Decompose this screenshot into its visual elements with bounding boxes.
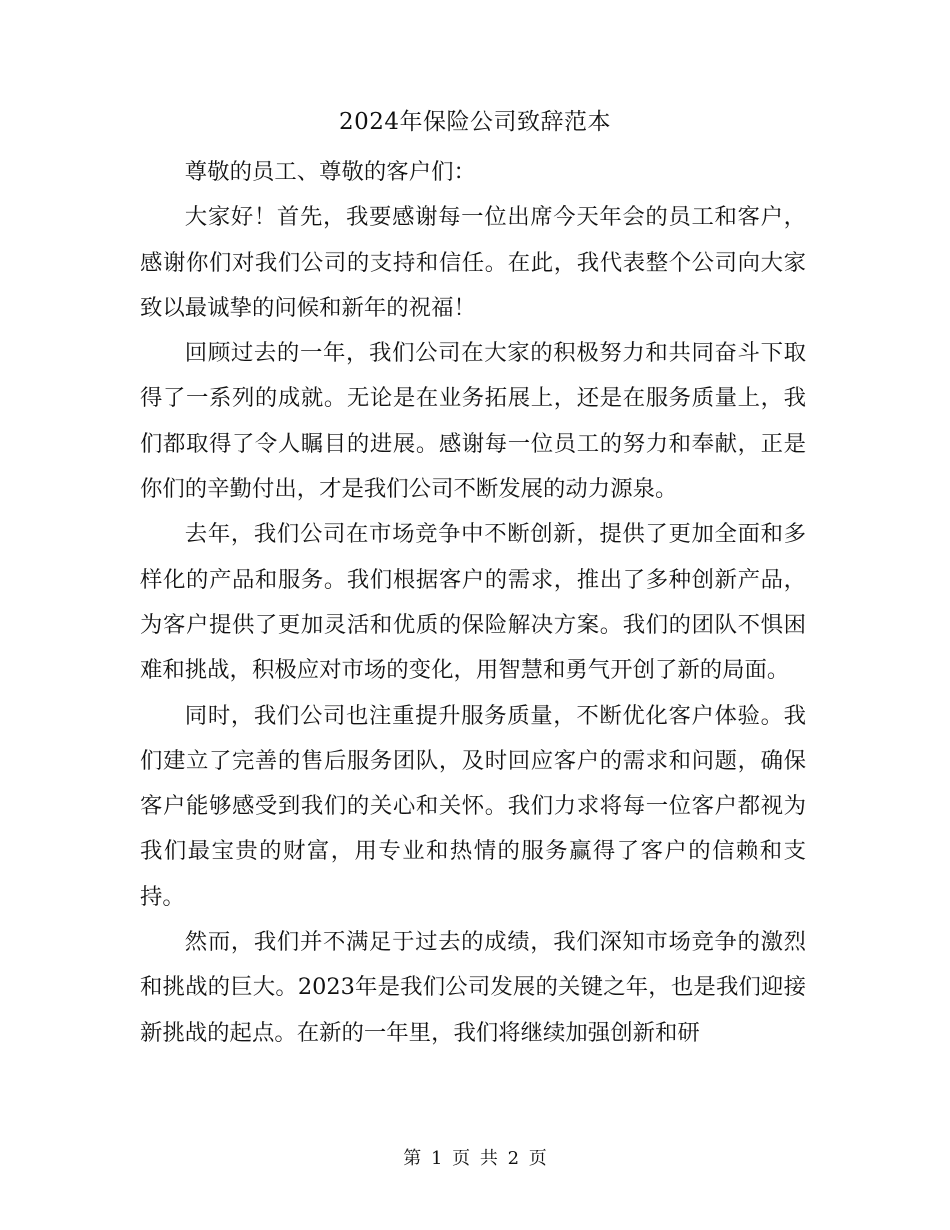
paragraph-outlook: 然而，我们并不满足于过去的成绩，我们深知市场竞争的激烈和挑战的巨大。2023年是我们公司发展的关键之年，也是我们迎接新挑战的起点。在新的一年里，我们将继续加强创新和研 xyxy=(140,929,806,1046)
paragraph-review: 回顾过去的一年，我们公司在大家的积极努力和共同奋斗下取得了一系列的成就。无论是在业务拓展上，还是在服务质量上，我们都取得了令人瞩目的进展。感谢每一位员工的努力和奉献，正是你们的辛勤付出，才是我们公司不断发展的动力源泉。 xyxy=(140,340,806,503)
paragraph-greeting: 大家好！首先，我要感谢每一位出席今天年会的员工和客户，感谢你们对我们公司的支持和信任。在此，我代表整个公司向大家致以最诚挚的问候和新年的祝福！ xyxy=(140,204,806,321)
paragraph-innovation: 去年，我们公司在市场竞争中不断创新，提供了更加全面和多样化的产品和服务。我们根据客户的需求，推出了多种创新产品，为客户提供了更加灵活和优质的保险解决方案。我们的团队不惧困难和挑战，积极应对市场的变化，用智慧和勇气开创了新的局面。 xyxy=(140,521,806,684)
page-number-footer: 第 1 页 共 2 页 xyxy=(403,1148,547,1169)
paragraph-service: 同时，我们公司也注重提升服务质量，不断优化客户体验。我们建立了完善的售后服务团队，及时回应客户的需求和问题，确保客户能够感受到我们的关心和关怀。我们力求将每一位客户都视为我们最宝贵的财富，用专业和热情的服务赢得了客户的信赖和支持。 xyxy=(140,702,806,910)
document-title: 2024年保险公司致辞范本 xyxy=(338,109,612,135)
document-body xyxy=(140,150,806,1056)
salutation: 尊敬的员工、尊敬的客户们： xyxy=(184,159,476,185)
